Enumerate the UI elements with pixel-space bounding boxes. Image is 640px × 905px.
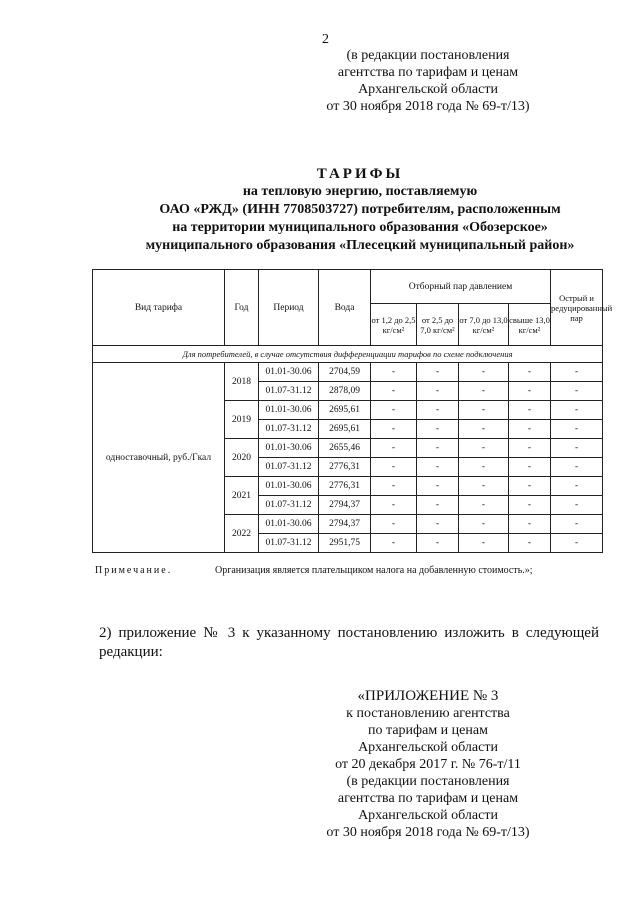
appendix-line: к постановлению агентства bbox=[346, 706, 510, 721]
dash-cell: - bbox=[459, 496, 509, 515]
page-number: 2 bbox=[322, 32, 329, 47]
dash-cell: - bbox=[459, 458, 509, 477]
dash-cell: - bbox=[371, 420, 417, 439]
dash-cell: - bbox=[551, 363, 603, 382]
header-tariff-type: Вид тарифа bbox=[93, 270, 225, 346]
paragraph-2: 2) приложение № 3 к указанному постановлению изложить в следующей редакции: bbox=[99, 625, 599, 660]
note-text: Организация является плательщиком налога на добавленную стоимость.»; bbox=[215, 565, 533, 576]
consumers-note: Для потребителей, в случае отсутствия дифференциации тарифов по схеме подключения bbox=[93, 346, 603, 363]
dash-cell: - bbox=[551, 382, 603, 401]
dash-cell: - bbox=[459, 439, 509, 458]
appendix-line: от 30 ноября 2018 года № 69-т/13) bbox=[326, 825, 530, 840]
year-cell: 2021 bbox=[225, 477, 259, 515]
appendix-block bbox=[278, 688, 578, 841]
dash-cell: - bbox=[417, 496, 459, 515]
redaction-line: от 30 ноября 2018 года № 69-т/13) bbox=[326, 99, 530, 114]
year-cell: 2018 bbox=[225, 363, 259, 401]
dash-cell: - bbox=[509, 439, 551, 458]
dash-cell: - bbox=[417, 515, 459, 534]
dash-cell: - bbox=[417, 439, 459, 458]
appendix-line: «ПРИЛОЖЕНИЕ № 3 bbox=[357, 688, 499, 704]
header-period: Период bbox=[259, 270, 319, 346]
water-value-cell: 2776,31 bbox=[319, 458, 371, 477]
table-row bbox=[93, 363, 603, 382]
header-sharp-steam: Острый и редуцированный пар bbox=[551, 270, 603, 346]
water-value-cell: 2655,46 bbox=[319, 439, 371, 458]
period-cell: 01.01-30.06 bbox=[259, 439, 319, 458]
redaction-line: агентства по тарифам и ценам bbox=[337, 65, 519, 80]
dash-cell: - bbox=[371, 382, 417, 401]
dash-cell: - bbox=[371, 401, 417, 420]
water-value-cell: 2878,09 bbox=[319, 382, 371, 401]
dash-cell: - bbox=[371, 477, 417, 496]
water-value-cell: 2794,37 bbox=[319, 496, 371, 515]
dash-cell: - bbox=[551, 401, 603, 420]
year-cell: 2019 bbox=[225, 401, 259, 439]
dash-cell: - bbox=[509, 534, 551, 553]
period-cell: 01.07-31.12 bbox=[259, 534, 319, 553]
appendix-line: по тарифам и ценам bbox=[368, 723, 488, 738]
subtitle-line: на территории муниципального образования «Обозерское» bbox=[172, 220, 548, 235]
top-redaction-block bbox=[278, 47, 578, 115]
tariff-type-cell: одноставочный, руб./Гкал bbox=[93, 363, 225, 553]
dash-cell: - bbox=[509, 363, 551, 382]
dash-cell: - bbox=[459, 534, 509, 553]
dash-cell: - bbox=[551, 496, 603, 515]
dash-cell: - bbox=[551, 458, 603, 477]
dash-cell: - bbox=[509, 401, 551, 420]
appendix-line: от 20 декабря 2017 г. № 76-т/11 bbox=[335, 757, 521, 772]
dash-cell: - bbox=[371, 515, 417, 534]
dash-cell: - bbox=[371, 534, 417, 553]
subtitle-line: муниципального образования «Плесецкий муниципальный район» bbox=[145, 238, 575, 253]
dash-cell: - bbox=[551, 439, 603, 458]
dash-cell: - bbox=[371, 496, 417, 515]
header-steam-col: свыше 13,0 кг/см² bbox=[509, 304, 551, 346]
water-value-cell: 2776,31 bbox=[319, 477, 371, 496]
dash-cell: - bbox=[509, 382, 551, 401]
year-cell: 2022 bbox=[225, 515, 259, 553]
dash-cell: - bbox=[371, 439, 417, 458]
appendix-line: (в редакции постановления bbox=[346, 774, 510, 789]
dash-cell: - bbox=[417, 382, 459, 401]
period-cell: 01.01-30.06 bbox=[259, 515, 319, 534]
header-steam-group: Отборный пар давлением bbox=[371, 270, 551, 304]
period-cell: 01.07-31.12 bbox=[259, 496, 319, 515]
dash-cell: - bbox=[371, 363, 417, 382]
dash-cell: - bbox=[417, 363, 459, 382]
dash-cell: - bbox=[417, 401, 459, 420]
period-cell: 01.07-31.12 bbox=[259, 382, 319, 401]
dash-cell: - bbox=[551, 477, 603, 496]
header-water: Вода bbox=[319, 270, 371, 346]
dash-cell: - bbox=[417, 458, 459, 477]
period-cell: 01.07-31.12 bbox=[259, 420, 319, 439]
water-value-cell: 2704,59 bbox=[319, 363, 371, 382]
header-steam-col: от 1,2 до 2,5 кг/см² bbox=[371, 304, 417, 346]
dash-cell: - bbox=[417, 534, 459, 553]
dash-cell: - bbox=[551, 515, 603, 534]
subtitle-line: на тепловую энергию, поставляемую bbox=[242, 184, 478, 199]
year-cell: 2020 bbox=[225, 439, 259, 477]
header-year: Год bbox=[225, 270, 259, 346]
redaction-line: Архангельской области bbox=[358, 82, 498, 97]
dash-cell: - bbox=[459, 420, 509, 439]
dash-cell: - bbox=[509, 496, 551, 515]
dash-cell: - bbox=[459, 363, 509, 382]
dash-cell: - bbox=[509, 477, 551, 496]
period-cell: 01.01-30.06 bbox=[259, 401, 319, 420]
dash-cell: - bbox=[509, 458, 551, 477]
dash-cell: - bbox=[417, 420, 459, 439]
appendix-line: Архангельской области bbox=[358, 808, 498, 823]
water-value-cell: 2951,75 bbox=[319, 534, 371, 553]
water-value-cell: 2695,61 bbox=[319, 401, 371, 420]
dash-cell: - bbox=[371, 458, 417, 477]
dash-cell: - bbox=[459, 515, 509, 534]
period-cell: 01.01-30.06 bbox=[259, 477, 319, 496]
appendix-line: Архангельской области bbox=[358, 740, 498, 755]
period-cell: 01.07-31.12 bbox=[259, 458, 319, 477]
water-value-cell: 2794,37 bbox=[319, 515, 371, 534]
appendix-line: агентства по тарифам и ценам bbox=[337, 791, 519, 806]
dash-cell: - bbox=[417, 477, 459, 496]
water-value-cell: 2695,61 bbox=[319, 420, 371, 439]
subtitle-line: ОАО «РЖД» (ИНН 7708503727) потребителям, расположенным bbox=[159, 202, 561, 217]
document-title: ТАРИФЫ bbox=[316, 166, 404, 182]
dash-cell: - bbox=[509, 420, 551, 439]
tariff-table bbox=[92, 269, 613, 553]
dash-cell: - bbox=[551, 420, 603, 439]
header-steam-col: от 2,5 до 7,0 кг/см² bbox=[417, 304, 459, 346]
dash-cell: - bbox=[551, 534, 603, 553]
table-body bbox=[93, 363, 603, 553]
redaction-line: (в редакции постановления bbox=[346, 48, 510, 63]
dash-cell: - bbox=[459, 477, 509, 496]
dash-cell: - bbox=[509, 515, 551, 534]
dash-cell: - bbox=[459, 401, 509, 420]
header-steam-col: от 7,0 до 13,0 кг/см² bbox=[459, 304, 509, 346]
period-cell: 01.01-30.06 bbox=[259, 363, 319, 382]
dash-cell: - bbox=[459, 382, 509, 401]
note-label: Примечание. bbox=[95, 565, 173, 576]
